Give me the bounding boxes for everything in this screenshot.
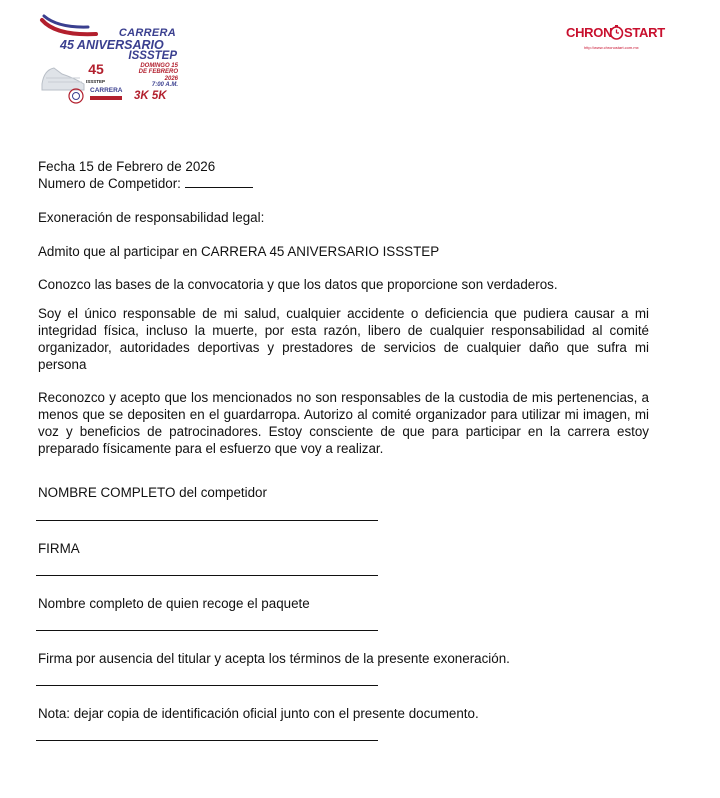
event-logo-anniversary: 45 ANIVERSARIO (60, 38, 164, 52)
timing-company-logo (566, 25, 665, 55)
timing-logo-word-left: CHRON (566, 25, 613, 40)
field-label-full-name: NOMBRE COMPLETO del competidor (38, 485, 267, 500)
pickup-name-line[interactable] (36, 630, 378, 631)
field-label-signature: FIRMA (38, 541, 80, 556)
timing-logo-url: http://www.chronostart.com.mx (584, 45, 639, 50)
paragraph-admission: Admito que al participar en CARRERA 45 ANIVERSARIO ISSSTEP (38, 244, 440, 259)
paragraph-responsibility: Soy el único responsable de mi salud, cualquier accidente o deficiencia que pudiera causar a mi integridad física, incluso la muerte, por esta razón, libero de cualquier responsabilidad al comité organizador, autoridades deportivas y prestadores de servicios de cualquier daño que sufra mi persona (38, 306, 649, 372)
competitor-number-row (38, 175, 253, 192)
event-date-day: DOMINGO 15 (140, 63, 178, 69)
event-logo-small-caption: CARRERA (90, 87, 123, 94)
event-distances: 3K 5K (134, 90, 167, 102)
competitor-number-blank[interactable] (185, 175, 253, 188)
caption-bar (90, 96, 122, 100)
competitor-number-label: Numero de Competidor: (38, 176, 181, 191)
field-label-proxy-signature: Firma por ausencia del titular y acepta los términos de la presente exoneración. (38, 651, 510, 666)
event-date-year: 2026 (164, 75, 178, 82)
seal-icon (68, 88, 84, 104)
stopwatch-icon (609, 25, 624, 40)
event-date-month: DE FEBRERO (138, 69, 178, 76)
anniversary-badge: 45 (88, 61, 104, 77)
waiver-heading: Exoneración de responsabilidad legal: (38, 210, 265, 225)
event-date (118, 63, 178, 89)
full-name-line[interactable] (36, 520, 378, 521)
timing-logo-word-right: START (624, 25, 665, 40)
event-logo-title: CARRERA (118, 27, 176, 39)
event-logo-organization: ISSSTEP (128, 50, 177, 62)
event-time: 7:00 A.M. (151, 82, 178, 89)
signature-line[interactable] (36, 575, 378, 576)
badge-caption: ISSSTEP (86, 79, 106, 84)
note-line[interactable] (36, 740, 378, 741)
field-label-pickup-name: Nombre completo de quien recoge el paquete (38, 596, 310, 611)
paragraph-rules: Conozco las bases de la convocatoria y que los datos que proporcione son verdaderos. (38, 277, 558, 292)
note-text: Nota: dejar copia de identificación oficial junto con el presente documento. (38, 706, 479, 721)
paragraph-belongings: Reconozco y acepto que los mencionados no son responsables de la custodia de mis pertenencias, a menos que se depositen en el guardarropa. Autorizo al comité organizador para utilizar mi imagen, mi voz y beneficios de patrocinadores. Estoy consciente de que para participar en la carrera estoy preparado físicamente para el esfuerzo que voy a realizar. (38, 390, 649, 456)
proxy-signature-line[interactable] (36, 685, 378, 686)
event-logo (38, 14, 180, 106)
date-line: Fecha 15 de Febrero de 2026 (38, 159, 216, 174)
